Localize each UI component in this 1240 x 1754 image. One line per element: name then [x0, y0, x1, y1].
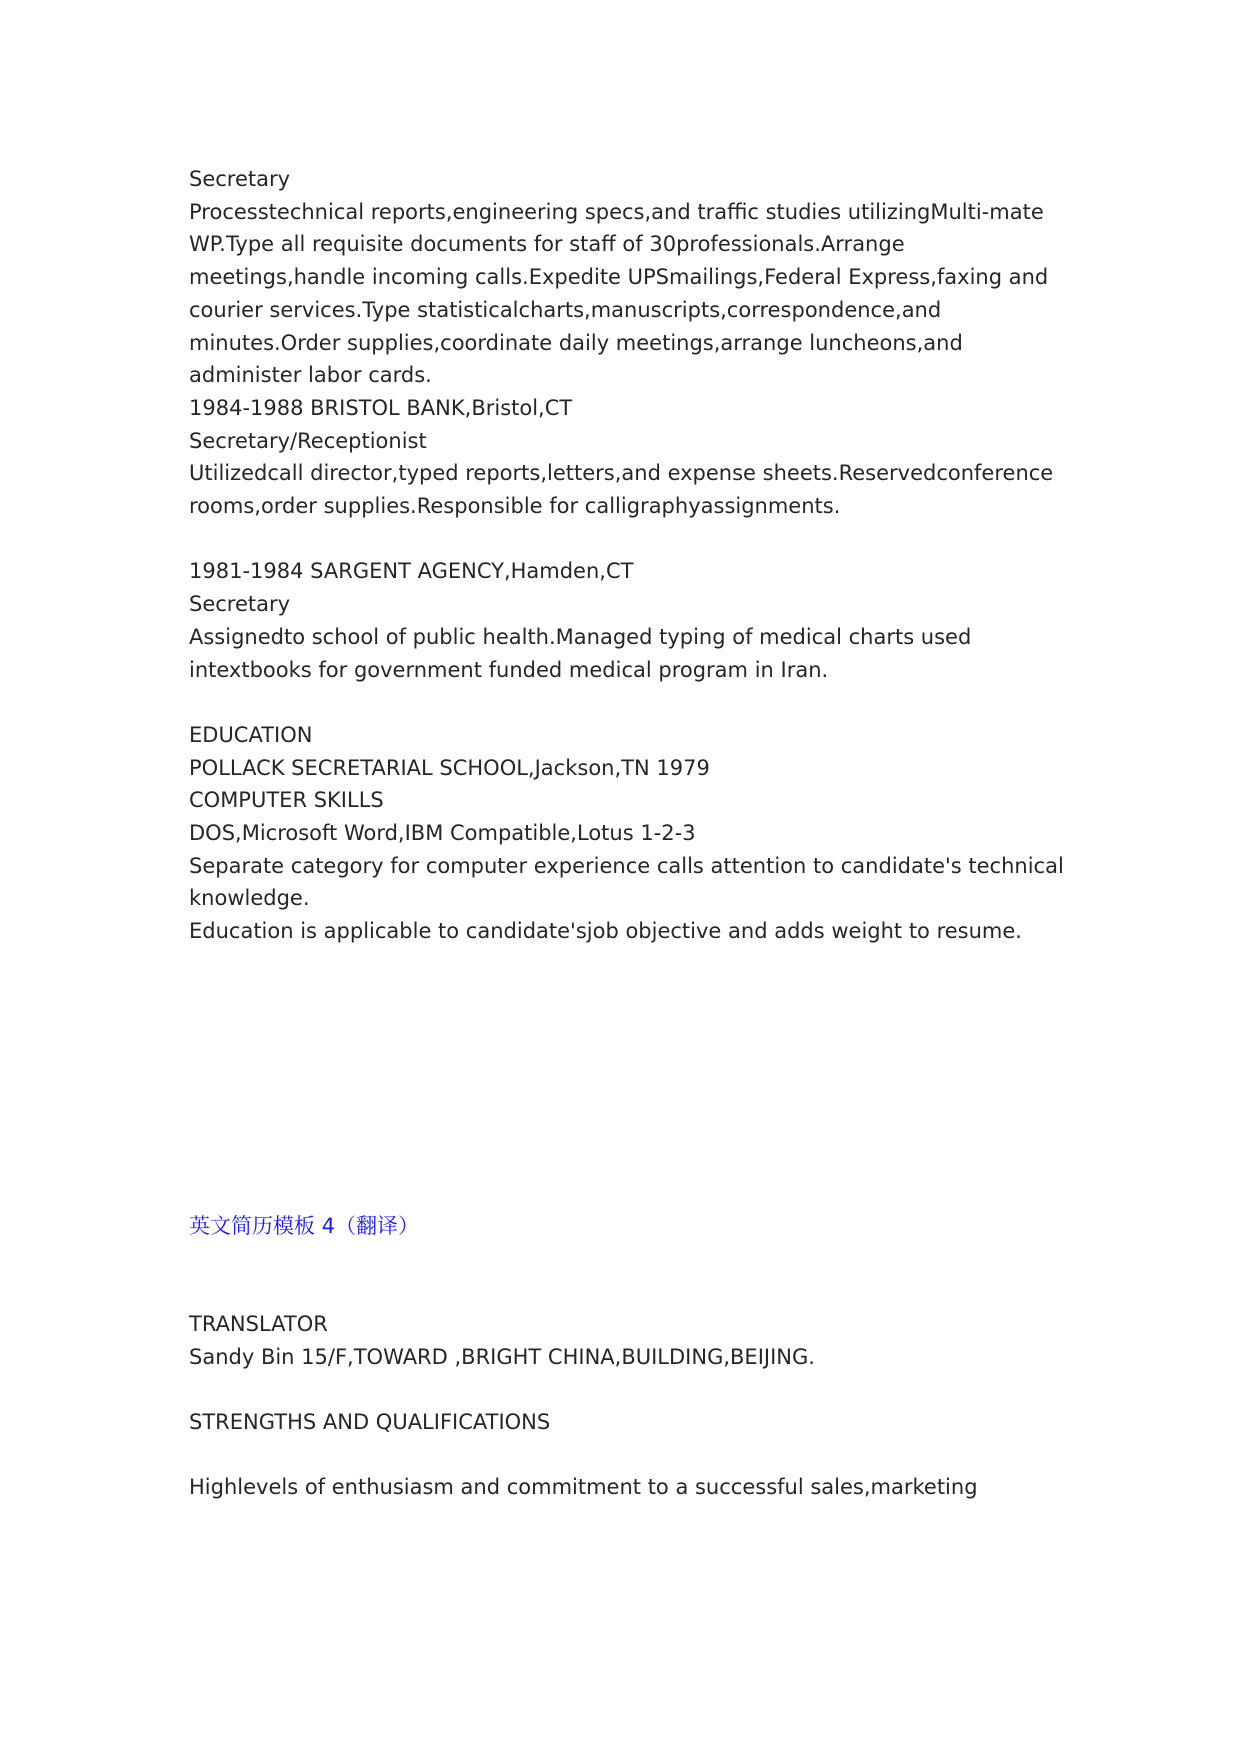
strengths-text: Highlevels of enthusiasm and commitment to a successful sales,marketing — [189, 1475, 978, 1500]
translator-title: TRANSLATOR — [189, 1311, 328, 1336]
job3-header: 1981-1984 SARGENT AGENCY,Hamden,CT — [189, 559, 634, 584]
job2-title: Secretary/Receptionist — [189, 428, 427, 453]
computer-skills-heading: COMPUTER SKILLS — [189, 788, 384, 813]
page-gap — [189, 948, 1069, 1210]
job1-description: Processtechnical reports,engineering specs,and traffic studies utilizingMulti-mate WP.Type all requisite documents for staff of 30professionals.Arrange meetings,handle incoming calls.Expedite UPSmailings,Federal Express,faxing and courier services.Type statisticalcharts,manuscripts,correspondence,and minutes.Order supplies,coordinate daily meetings,arrange luncheons,and administer labor cards. — [189, 199, 1055, 388]
computer-skills-list: DOS,Microsoft Word,IBM Compatible,Lotus 1-2-3 — [189, 821, 696, 846]
education-note-1: Separate category for computer experience calls attention to candidate's technical knowledge. — [189, 853, 1071, 911]
translator-contact: Sandy Bin 15/F,TOWARD ,BRIGHT CHINA,BUILDING,BEIJING. — [189, 1344, 815, 1369]
job2-description: Utilizedcall director,typed reports,letters,and expense sheets.Reservedconference rooms,order supplies.Responsible for calligraphyassignments. — [189, 461, 1060, 519]
template4-link[interactable]: 英文简历模板 4（翻译） — [189, 1213, 420, 1238]
education-school: POLLACK SECRETARIAL SCHOOL,Jackson,TN 1979 — [189, 755, 710, 780]
blank-line — [189, 686, 1069, 719]
strengths-heading: STRENGTHS AND QUALIFICATIONS — [189, 1410, 551, 1435]
job1-title: Secretary — [189, 167, 291, 191]
job3-description: Assignedto school of public health.Managed typing of medical charts used intextbooks for government funded medical program in Iran. — [189, 624, 978, 682]
blank-lines — [189, 1243, 1069, 1308]
blank-line — [189, 523, 1069, 556]
education-note-2: Education is applicable to candidate'sjob objective and adds weight to resume. — [189, 919, 1022, 944]
education-heading: EDUCATION — [189, 722, 313, 747]
blank-line — [189, 1373, 1069, 1406]
document-page — [189, 163, 1069, 1504]
blank-line — [189, 1439, 1069, 1472]
job2-header: 1984-1988 BRISTOL BANK,Bristol,CT — [189, 395, 573, 420]
job3-title: Secretary — [189, 592, 291, 617]
